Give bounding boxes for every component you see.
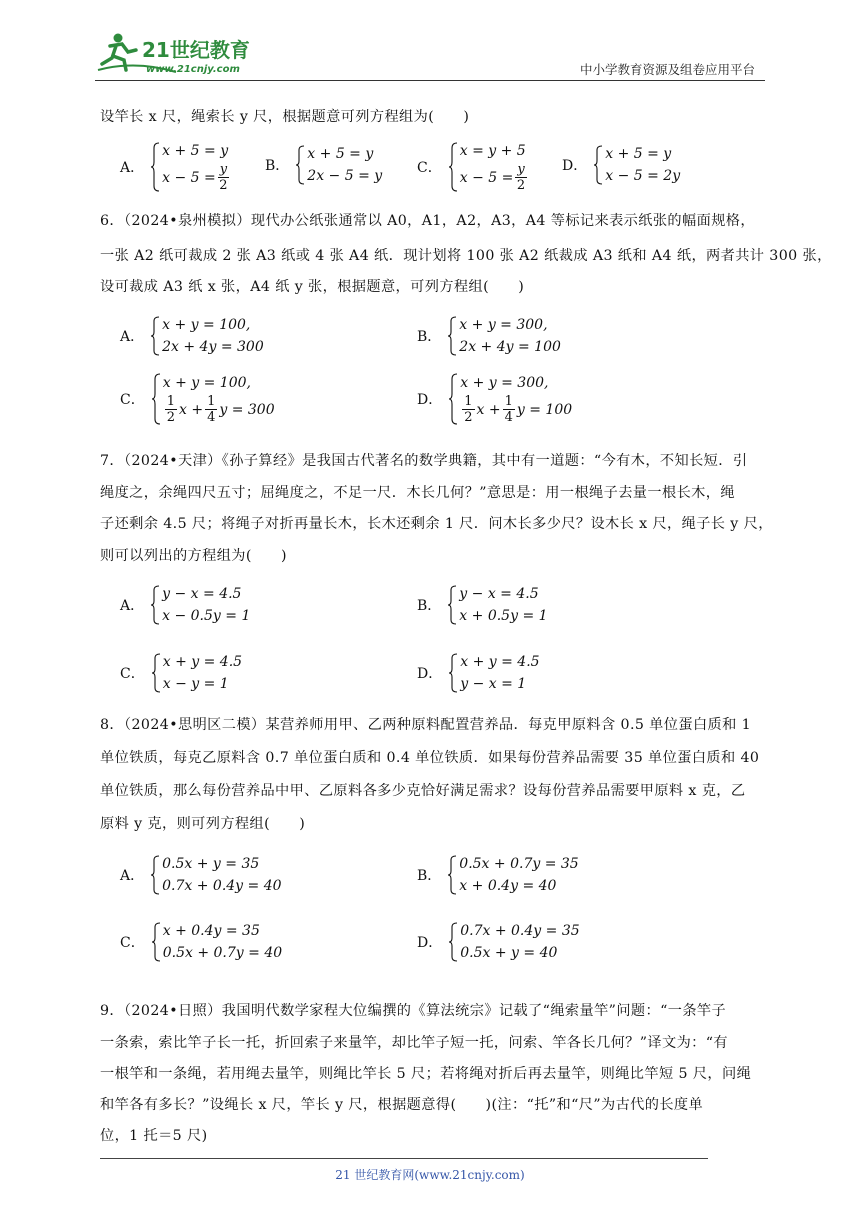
q7-option-a <box>120 583 250 627</box>
equation: 0.5x + y = 35 <box>162 856 260 872</box>
logo-text: 21世纪教育 <box>142 38 250 62</box>
equation: 2x + 4y = 300 <box>162 339 264 355</box>
option-label: C． <box>120 391 145 408</box>
denominator: 4 <box>504 410 513 425</box>
equation: x + 0.5y = 1 <box>459 608 548 624</box>
brace-icon <box>151 373 161 425</box>
equation-system <box>150 140 231 193</box>
header-divider <box>95 80 765 81</box>
q8-option-d <box>417 920 580 964</box>
q8-option-b <box>417 853 579 897</box>
equation-part: x + <box>476 401 501 418</box>
equation: x + y = 100, <box>162 375 251 391</box>
brace-icon <box>150 585 160 625</box>
option-label: B． <box>417 329 442 345</box>
brace-icon <box>151 653 161 693</box>
site-logo <box>96 30 266 80</box>
numerator: 1 <box>464 394 473 409</box>
brace-icon <box>447 585 457 625</box>
q5-option-b <box>265 143 382 187</box>
fraction <box>462 394 474 425</box>
q6-option-a <box>120 314 264 358</box>
q8-line: 8．（2024•思明区二模）某营养师用甲、乙两种原料配置营养品．每克甲原料含 0.5 单位蛋白质和 1 <box>100 717 752 733</box>
denominator: 2 <box>464 410 473 425</box>
q9-line: 和竿各有多长？”设绳长 x 尺，竿长 y 尺，根据题意得( )(注：“托”和“尺”为古代的长度单 <box>100 1097 704 1113</box>
equation-system <box>150 853 281 897</box>
equation-system <box>150 314 264 358</box>
equation: x + y = 4.5 <box>460 654 540 670</box>
q7-line: 则可以列出的方程组为( ) <box>100 548 287 564</box>
option-label: C． <box>120 935 145 951</box>
equation-system <box>448 651 539 695</box>
brace-icon <box>448 373 458 425</box>
numerator: 1 <box>207 394 216 409</box>
brace-icon <box>150 316 160 356</box>
option-label: A． <box>120 598 145 614</box>
footer-divider <box>100 1158 708 1159</box>
q9-line: 9．（2024•日照）我国明代数学家程大位编撰的《算法统宗》记载了“绳索量竿”问题：“一条竿子 <box>100 1003 727 1019</box>
option-label: D． <box>562 158 588 174</box>
option-label: D． <box>417 391 443 408</box>
denominator: 2 <box>166 410 175 425</box>
q5-option-d <box>562 143 680 187</box>
equation-system <box>447 853 578 897</box>
brace-icon <box>151 922 161 962</box>
equation: x + 5 = y <box>162 143 229 159</box>
option-label: D． <box>417 935 443 951</box>
option-label: A． <box>120 868 145 884</box>
q6-line: 设可裁成 A3 纸 x 张，A4 纸 y 张，根据题意，可列方程组( ) <box>100 279 525 295</box>
equation-system <box>448 920 579 964</box>
q8-line: 原料 y 克，则可列方程组( ) <box>100 816 306 832</box>
equation: 0.7x + 0.4y = 40 <box>162 878 282 894</box>
equation: x + 0.4y = 40 <box>459 878 557 894</box>
footer-link[interactable]: 21 世纪教育网(www.21cnjy.com) <box>335 1168 525 1182</box>
platform-name: 中小学教育资源及组卷应用平台 <box>579 62 755 77</box>
denominator: 2 <box>516 178 526 193</box>
fraction <box>205 394 217 425</box>
option-label: B． <box>417 598 442 614</box>
equation: y − x = 4.5 <box>459 586 539 602</box>
brace-icon <box>448 653 458 693</box>
q5-option-a <box>120 140 231 193</box>
equation-part: x − 5 = <box>162 169 216 186</box>
denominator: 2 <box>219 178 228 193</box>
equation-system <box>150 583 250 627</box>
option-label: B． <box>417 868 442 884</box>
fraction <box>503 394 515 425</box>
equation: x − 5 = 2y <box>605 168 681 184</box>
q9-line: 一根竿和一条绳，若用绳去量竿，则绳比竿长 5 尺；若将绳对折后再去量竿，则绳比竿短 5 尺，问绳 <box>100 1066 752 1082</box>
page-header <box>0 0 860 84</box>
option-label: C． <box>417 159 442 176</box>
option-label: A． <box>120 159 145 176</box>
equation: x + y = 300, <box>460 375 549 391</box>
fraction <box>218 162 229 193</box>
brace-icon <box>448 142 458 192</box>
q8-option-c <box>120 920 282 964</box>
numerator: y <box>219 162 228 177</box>
option-label: A． <box>120 329 145 345</box>
q6-line: 一张 A2 纸可裁成 2 张 A3 纸或 4 张 A4 纸．现计划将 100 张 A2 纸裁成 A3 纸和 A4 纸，两者共计 300 张， <box>100 248 832 264</box>
q8-line: 单位铁质，那么每份营养品中甲、乙原料各多少克恰好满足需求？设每份营养品需要甲原料 x 克，乙 <box>100 783 746 799</box>
equation <box>460 394 572 425</box>
q5-stem: 设竿长 x 尺，绳索长 y 尺，根据题意可列方程组为( ) <box>100 109 470 125</box>
equation <box>460 162 529 193</box>
equation: y − x = 1 <box>460 676 527 692</box>
equation-system <box>151 372 275 425</box>
brace-icon <box>150 855 160 895</box>
equation: y − x = 4.5 <box>162 586 242 602</box>
equation <box>163 394 275 425</box>
fraction <box>165 394 177 425</box>
q5-option-c <box>417 140 529 193</box>
equation: x + 5 = y <box>605 146 672 162</box>
numerator: y <box>517 162 525 177</box>
fraction <box>515 162 526 193</box>
equation: x + 5 = y <box>307 146 374 162</box>
equation-part: x − 5 = <box>459 169 514 186</box>
equation-part: y = 100 <box>516 401 573 418</box>
equation: x + y = 4.5 <box>162 654 243 670</box>
equation: 2x + 4y = 100 <box>459 339 561 355</box>
equation: 0.5x + 0.7y = 35 <box>459 856 579 872</box>
equation: 2x − 5 = y <box>307 168 383 184</box>
equation-part: x + <box>179 401 204 418</box>
equation <box>162 162 231 193</box>
q8-option-a <box>120 853 282 897</box>
logo-url: www.21cnjy.com <box>146 64 240 75</box>
q9-line: 位，1 托＝5 尺) <box>100 1128 208 1144</box>
equation: x − y = 1 <box>162 676 229 692</box>
q7-option-b <box>417 583 548 627</box>
q6-option-d <box>417 372 572 425</box>
brace-icon <box>150 142 160 192</box>
equation-system <box>151 651 242 695</box>
equation-system <box>448 140 529 193</box>
q7-line: 绳度之，余绳四尺五寸；屈绳度之，不足一尺．木长几何？”意思是：用一根绳子去量一根长木，绳 <box>100 485 735 501</box>
option-label: C． <box>120 666 145 682</box>
equation-system <box>447 583 547 627</box>
equation: x + y = 100, <box>162 317 251 333</box>
option-label: D． <box>417 666 443 682</box>
option-label: B． <box>265 158 290 174</box>
q6-line: 6．（2024•泉州模拟）现代办公纸张通常以 A0，A1，A2，A3，A4 等标记来表示纸张的幅面规格， <box>100 213 755 229</box>
brace-icon <box>447 316 457 356</box>
equation-system <box>295 143 382 187</box>
q6-option-c <box>120 372 275 425</box>
equation-system <box>448 372 572 425</box>
q8-line: 单位铁质，每克乙原料含 0.7 单位蛋白质和 0.4 单位铁质．如果每份营养品需要 35 单位蛋白质和 40 <box>100 750 760 766</box>
q9-line: 一条索，索比竿子长一托，折回索子来量竿，却比竿子短一托，问索、竿各长几何？”译文为：“有 <box>100 1035 728 1051</box>
equation: x + 0.4y = 35 <box>162 923 260 939</box>
equation: x + y = 300, <box>459 317 548 333</box>
equation: x − 0.5y = 1 <box>162 608 251 624</box>
q7-option-c <box>120 651 242 695</box>
equation-system <box>151 920 282 964</box>
brace-icon <box>447 855 457 895</box>
numerator: 1 <box>504 394 513 409</box>
equation-system <box>447 314 561 358</box>
q7-line: 子还剩余 4.5 尺；将绳子对折再量长木，长木还剩余 1 尺．问木长多少尺？设木长 x 尺，绳子长 y 尺， <box>100 516 773 532</box>
brace-icon <box>295 145 305 185</box>
equation: 0.5x + y = 40 <box>460 945 558 961</box>
brace-icon <box>448 922 458 962</box>
denominator: 4 <box>207 410 216 425</box>
q6-option-b <box>417 314 561 358</box>
brace-icon <box>593 145 603 185</box>
q7-line: 7．（2024•天津）《孙子算经》是我国古代著名的数学典籍，其中有一道题：“今有木，不知长短．引 <box>100 453 748 469</box>
q7-option-d <box>417 651 540 695</box>
equation: 0.5x + 0.7y = 40 <box>162 945 283 961</box>
equation-part: y = 300 <box>219 401 275 418</box>
equation: x = y + 5 <box>459 143 526 159</box>
equation: 0.7x + 0.4y = 35 <box>460 923 580 939</box>
numerator: 1 <box>166 394 175 409</box>
equation-system <box>593 143 680 187</box>
